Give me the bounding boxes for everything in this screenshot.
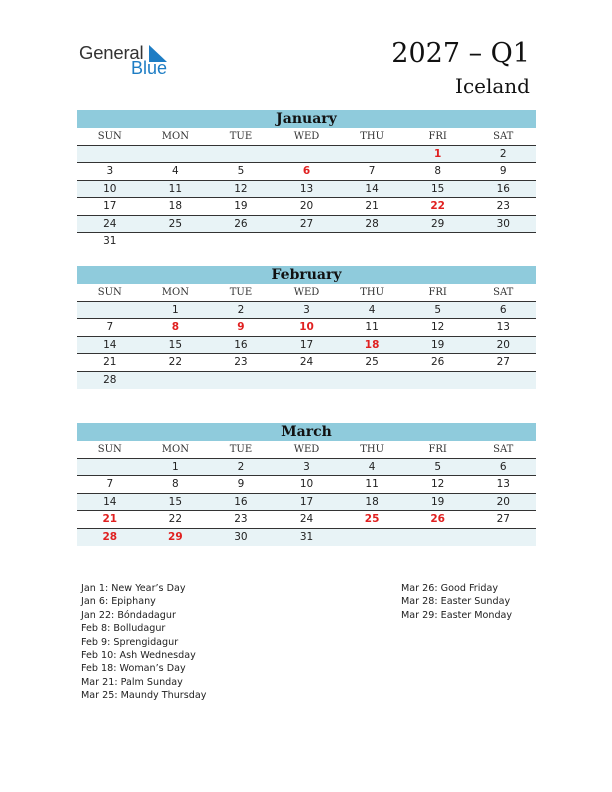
date-cell: 4	[368, 304, 376, 316]
calendar-february	[77, 266, 536, 389]
week-row	[77, 494, 536, 511]
holiday-date-cell: 25	[364, 513, 380, 526]
date-cell: 3	[106, 165, 114, 178]
date-cell: 23	[234, 356, 248, 369]
date-cell	[274, 146, 340, 162]
date-cell	[143, 233, 209, 250]
brand-logo	[79, 42, 179, 78]
date-cell: 24	[299, 356, 314, 369]
date-cell: 17	[103, 200, 117, 213]
holiday-note: Mar 28: Easter Sunday	[401, 596, 511, 608]
date-cell	[208, 372, 274, 389]
date-cell: 8	[434, 165, 442, 178]
date-cell: 2	[237, 461, 245, 473]
date-cell	[77, 302, 143, 318]
weekday-label: SAT	[493, 287, 514, 298]
date-cell: 3	[303, 461, 310, 473]
holiday-note: Mar 26: Good Friday	[401, 583, 499, 594]
week-row	[77, 216, 536, 233]
date-cell: 7	[368, 165, 376, 178]
date-cell: 25	[168, 217, 183, 230]
date-cell: 26	[234, 217, 248, 230]
date-cell: 15	[430, 182, 445, 195]
date-cell: 29	[430, 217, 445, 230]
calendar-january	[77, 110, 536, 250]
month-name: February	[77, 266, 536, 284]
date-cell: 16	[234, 495, 248, 508]
holiday-date-cell: 8	[171, 321, 180, 334]
weekday-label: FRI	[428, 444, 447, 455]
page-title: 2027 – Q1	[391, 38, 530, 69]
date-cell	[339, 372, 405, 389]
weekday-label: FRI	[428, 287, 447, 298]
date-cell: 12	[234, 182, 248, 195]
date-cell: 7	[106, 478, 114, 491]
date-cell: 17	[299, 338, 314, 351]
holiday-note: Feb 8: Bolludagur	[81, 623, 166, 635]
weekday-label: SUN	[97, 131, 122, 142]
date-cell	[143, 372, 209, 389]
week-row	[77, 511, 536, 528]
date-cell: 6	[499, 304, 507, 316]
date-cell: 28	[365, 217, 379, 230]
month-name: January	[77, 110, 536, 128]
date-cell	[405, 529, 471, 546]
date-cell: 6	[499, 461, 507, 473]
holiday-date-cell: 10	[299, 321, 314, 334]
weekday-label: MON	[161, 131, 189, 142]
week-row	[77, 198, 536, 215]
date-cell: 21	[103, 356, 117, 369]
date-cell: 13	[299, 182, 314, 195]
date-cell: 27	[299, 217, 314, 230]
date-cell: 14	[365, 182, 379, 195]
weekday-label: TUE	[229, 287, 253, 298]
weekday-label: THU	[360, 444, 385, 455]
holiday-date-cell: 6	[302, 165, 311, 178]
date-cell: 19	[234, 200, 248, 213]
date-cell: 18	[365, 495, 379, 508]
weekday-header-row	[77, 441, 536, 459]
date-cell: 31	[103, 234, 117, 247]
date-cell: 27	[496, 356, 510, 369]
date-cell: 15	[168, 495, 183, 508]
date-cell: 11	[168, 182, 183, 195]
date-cell: 18	[168, 200, 183, 213]
date-cell: 8	[172, 478, 179, 491]
date-cell	[405, 233, 471, 250]
date-cell: 30	[496, 217, 510, 230]
country-name: Iceland	[455, 74, 530, 98]
holiday-list-left	[81, 582, 206, 703]
date-cell: 24	[103, 217, 117, 230]
date-cell: 12	[430, 321, 445, 334]
weekday-label: FRI	[428, 131, 447, 142]
weekday-label: SUN	[97, 287, 122, 298]
holiday-note: Feb 9: Sprengidagur	[81, 636, 179, 648]
holiday-date-cell: 21	[102, 513, 118, 526]
holiday-date-cell: 22	[430, 200, 445, 213]
date-cell: 21	[365, 200, 379, 213]
month-name: March	[77, 423, 536, 441]
date-cell: 16	[496, 182, 510, 195]
week-row	[77, 476, 536, 493]
date-cell	[470, 372, 536, 389]
weekday-label: MON	[161, 287, 189, 298]
date-cell	[208, 146, 274, 162]
date-cell: 30	[234, 530, 248, 543]
date-cell: 10	[299, 478, 314, 491]
holiday-list-right	[401, 582, 512, 622]
week-row	[77, 372, 536, 389]
date-cell: 19	[430, 495, 445, 508]
date-cell: 2	[499, 148, 507, 160]
holiday-date-cell: 26	[430, 513, 445, 526]
date-cell: 20	[299, 200, 314, 213]
date-cell: 28	[103, 373, 117, 386]
date-cell: 22	[168, 513, 183, 526]
weekday-label: THU	[360, 287, 385, 298]
date-cell	[339, 233, 405, 250]
holiday-date-cell: 9	[237, 321, 245, 334]
weekday-label: SUN	[97, 444, 122, 455]
holiday-note: Jan 1: New Year’s Day	[81, 583, 186, 594]
date-cell: 5	[434, 461, 442, 473]
week-row	[77, 337, 536, 354]
date-cell	[470, 529, 536, 546]
date-cell: 4	[368, 461, 376, 473]
date-cell	[470, 233, 536, 250]
date-cell	[339, 529, 405, 546]
date-cell: 23	[496, 200, 510, 213]
weekday-label: WED	[293, 287, 320, 298]
week-row	[77, 233, 536, 250]
weekday-label: MON	[161, 444, 189, 455]
date-cell: 22	[168, 356, 183, 369]
weekday-label: WED	[293, 131, 320, 142]
date-cell: 12	[430, 478, 445, 491]
date-cell: 4	[172, 165, 179, 178]
weekday-label: TUE	[229, 131, 253, 142]
holiday-date-cell: 28	[102, 530, 118, 543]
week-row	[77, 302, 536, 319]
date-cell: 27	[496, 513, 510, 526]
date-cell: 14	[103, 495, 117, 508]
holiday-note: Mar 29: Easter Monday	[401, 609, 513, 621]
date-cell: 26	[430, 356, 445, 369]
date-cell	[77, 459, 143, 475]
date-cell	[339, 146, 405, 162]
date-cell: 17	[299, 495, 314, 508]
holiday-note: Feb 10: Ash Wednesday	[81, 650, 196, 662]
date-cell: 20	[496, 495, 510, 508]
date-cell: 20	[496, 338, 510, 351]
date-cell: 14	[103, 338, 117, 351]
date-cell: 1	[172, 461, 179, 473]
weekday-label: SAT	[493, 444, 514, 455]
date-cell: 25	[365, 356, 379, 369]
holiday-date-cell: 1	[434, 148, 442, 160]
holiday-date-cell: 18	[364, 338, 380, 351]
date-cell: 13	[496, 478, 510, 491]
holiday-note: Mar 25: Maundy Thursday	[81, 690, 207, 702]
holiday-note: Jan 6: Epiphany	[81, 596, 156, 608]
date-cell: 1	[172, 304, 179, 316]
date-cell: 5	[434, 304, 442, 316]
week-row	[77, 459, 536, 476]
date-cell: 31	[299, 530, 314, 543]
calendar-march	[77, 423, 536, 546]
holiday-note: Feb 18: Woman’s Day	[81, 663, 186, 675]
date-cell: 11	[365, 321, 379, 334]
logo-blue-text: Blue	[131, 58, 168, 78]
date-cell: 9	[499, 165, 507, 178]
date-cell	[143, 146, 209, 162]
week-row	[77, 181, 536, 198]
logo-general-text: General	[79, 42, 144, 63]
weekday-label: WED	[293, 444, 320, 455]
weekday-label: SAT	[493, 131, 514, 142]
date-cell: 2	[237, 304, 245, 316]
weekday-label: THU	[360, 131, 385, 142]
weekday-label: TUE	[229, 444, 253, 455]
date-cell: 11	[365, 478, 379, 491]
holiday-note: Mar 21: Palm Sunday	[81, 676, 183, 688]
week-row	[77, 146, 536, 163]
date-cell: 13	[496, 321, 510, 334]
date-cell	[77, 146, 143, 162]
date-cell: 7	[106, 321, 114, 334]
date-cell: 19	[430, 338, 445, 351]
date-cell: 5	[237, 165, 245, 178]
holiday-date-cell: 29	[168, 530, 183, 543]
date-cell: 16	[234, 338, 248, 351]
weekday-header-row	[77, 284, 536, 302]
week-row	[77, 163, 536, 180]
date-cell: 3	[303, 304, 310, 316]
date-cell	[405, 372, 471, 389]
date-cell	[208, 233, 274, 250]
date-cell	[274, 372, 340, 389]
date-cell: 24	[299, 513, 314, 526]
week-row	[77, 319, 536, 336]
date-cell: 15	[168, 338, 183, 351]
week-row	[77, 529, 536, 546]
week-row	[77, 354, 536, 371]
weekday-header-row	[77, 128, 536, 146]
date-cell: 10	[103, 182, 117, 195]
date-cell: 23	[234, 513, 248, 526]
holiday-note: Jan 22: Bóndadagur	[81, 609, 176, 621]
date-cell: 9	[237, 478, 245, 491]
date-cell	[274, 233, 340, 250]
